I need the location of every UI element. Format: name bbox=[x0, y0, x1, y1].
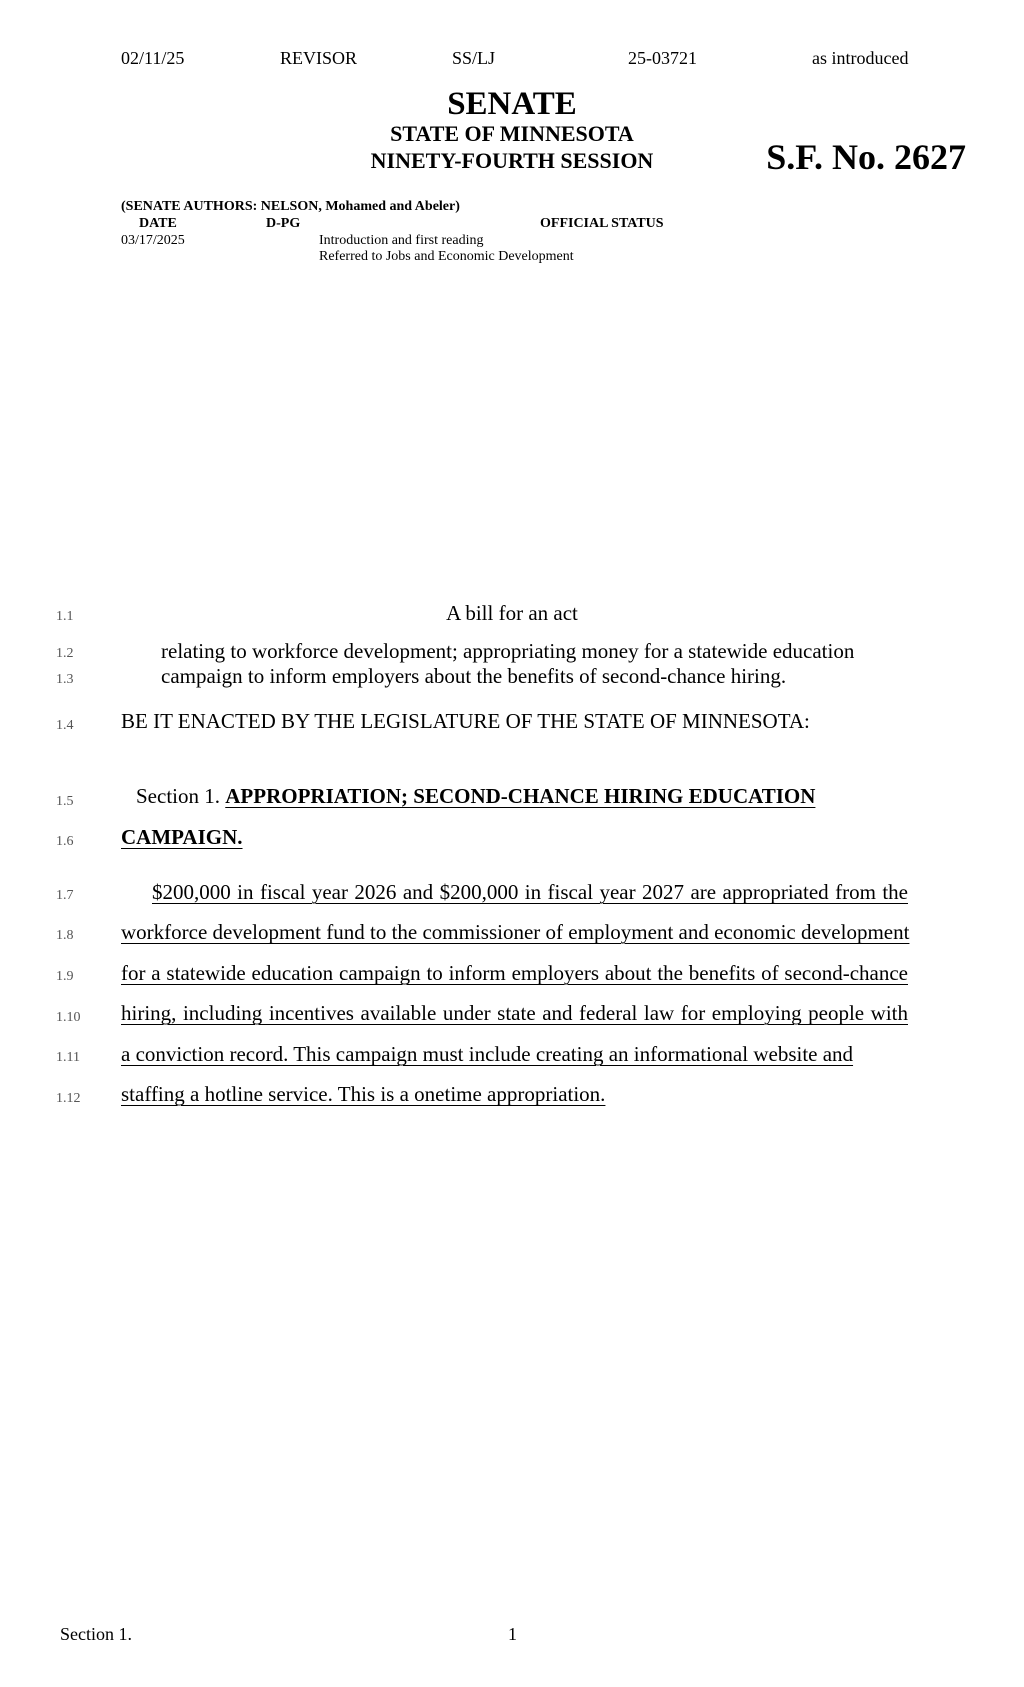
status-row-date: 03/17/2025 bbox=[121, 233, 185, 248]
header-office: REVISOR bbox=[280, 48, 358, 68]
line-number: 1.5 bbox=[56, 794, 74, 809]
chamber-title: SENATE bbox=[447, 86, 577, 122]
status-col-official: OFFICIAL STATUS bbox=[540, 216, 664, 231]
appropriation-line: for a statewide education campaign to inform employers about the benefits of second-chance bbox=[121, 961, 908, 985]
header-status: as introduced bbox=[812, 48, 909, 68]
line-number: 1.12 bbox=[56, 1091, 81, 1106]
line-number: 1.7 bbox=[56, 888, 74, 903]
line-number: 1.11 bbox=[56, 1050, 80, 1065]
line-number: 1.9 bbox=[56, 969, 74, 984]
line-number: 1.3 bbox=[56, 672, 74, 687]
status-col-dpg: D-PG bbox=[266, 216, 301, 231]
bill-number: S.F. No. 2627 bbox=[766, 137, 966, 177]
section-heading bbox=[136, 784, 815, 809]
appropriation-line: staffing a hotline service. This is a onetime appropriation. bbox=[121, 1082, 606, 1106]
line-number: 1.6 bbox=[56, 834, 74, 849]
line-number: 1.2 bbox=[56, 646, 74, 661]
page-number: 1 bbox=[508, 1624, 517, 1644]
status-col-date: DATE bbox=[139, 216, 177, 231]
section-title-continued: CAMPAIGN. bbox=[121, 825, 243, 849]
header-initials: SS/LJ bbox=[452, 48, 496, 68]
line-number: 1.10 bbox=[56, 1010, 81, 1025]
section-label: Section 1. bbox=[136, 784, 226, 808]
header-doc-number: 25-03721 bbox=[628, 48, 697, 68]
bill-title-line: campaign to inform employers about the benefits of second-chance hiring. bbox=[161, 664, 787, 688]
state-title: STATE OF MINNESOTA bbox=[390, 121, 634, 146]
enacting-clause: BE IT ENACTED BY THE LEGISLATURE OF THE STATE OF MINNESOTA: bbox=[121, 709, 810, 733]
status-row-status-1: Introduction and first reading bbox=[319, 233, 484, 248]
header-date: 02/11/25 bbox=[121, 48, 185, 68]
line-number: 1.4 bbox=[56, 718, 74, 733]
appropriation-line: a conviction record. This campaign must include creating an informational website and bbox=[121, 1042, 854, 1066]
section-title: APPROPRIATION; SECOND-CHANCE HIRING EDUCATION bbox=[225, 784, 816, 808]
authors: (SENATE AUTHORS: NELSON, Mohamed and Abeler) bbox=[121, 199, 460, 214]
status-row-status-2: Referred to Jobs and Economic Development bbox=[319, 249, 574, 264]
line-number: 1.1 bbox=[56, 609, 74, 624]
bill-title-line: relating to workforce development; appropriating money for a statewide education bbox=[161, 639, 855, 663]
session-title: NINETY-FOURTH SESSION bbox=[370, 148, 654, 173]
appropriation-line: hiring, including incentives available under state and federal law for employing people with bbox=[121, 1001, 908, 1025]
appropriation-line: workforce development fund to the commissioner of employment and economic development bbox=[121, 920, 910, 944]
appropriation-line: $200,000 in fiscal year 2026 and $200,000 in fiscal year 2027 are appropriated from the bbox=[152, 880, 908, 904]
footer-section: Section 1. bbox=[60, 1624, 132, 1644]
bill-heading: A bill for an act bbox=[446, 601, 578, 625]
line-number: 1.8 bbox=[56, 928, 74, 943]
